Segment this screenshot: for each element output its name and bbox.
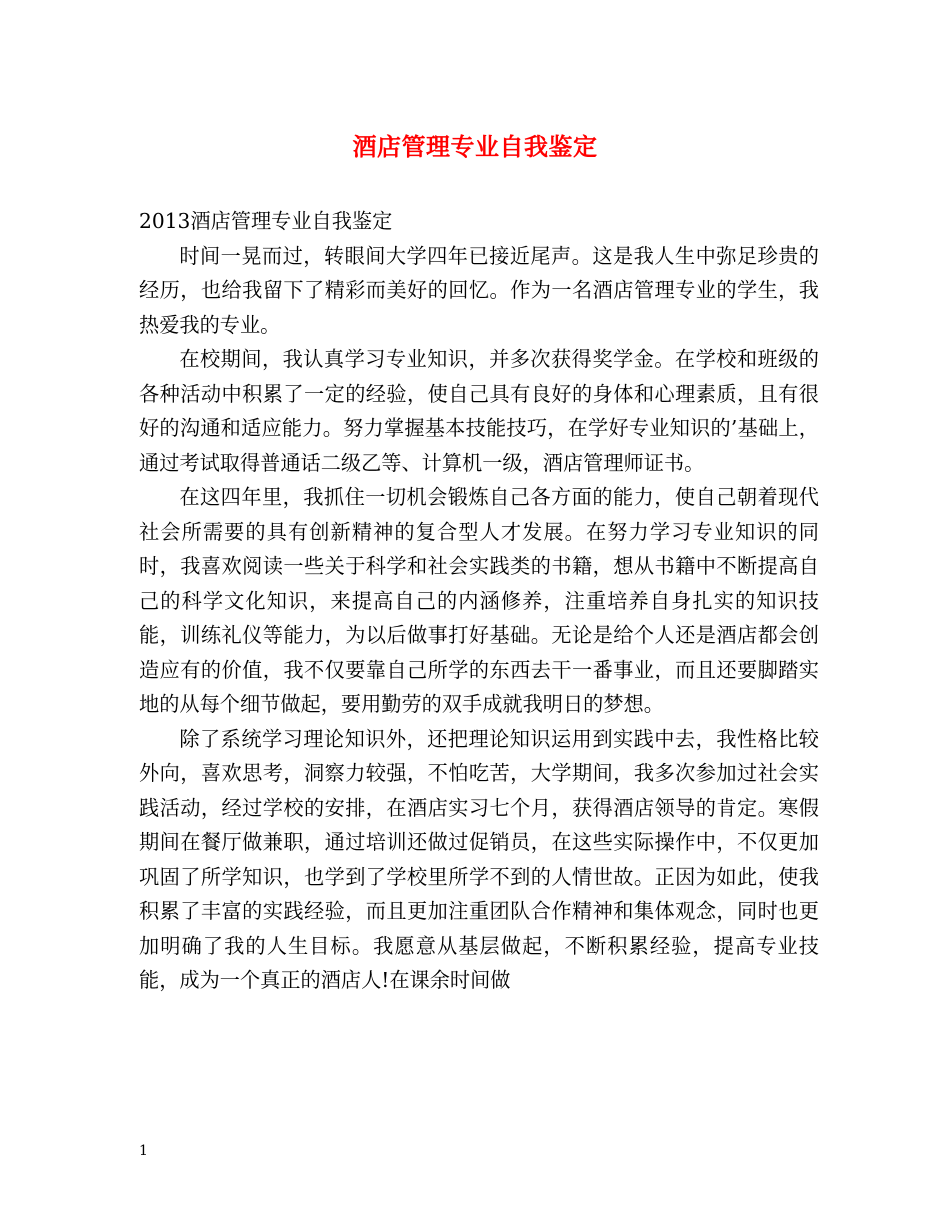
paragraph-4: 除了系统学习理论知识外，还把理论知识运用到实践中去，我性格比较外向，喜欢思考，洞察力较强，不怕吃苦，大学期间，我多次参加过社会实践活动，经过学校的安排，在酒店实习七个月，获得酒店领导的肯定。寒假期间在餐厅做兼职，通过培训还做过促销员，在这些实际操作中，不仅更加巩固了所学知识，也学到了学校里所学不到的人情世故。正因为如此，使我积累了丰富的实践经验，而且更加注重团队合作精神和集体观念，同时也更加明确了我的人生目标。我愿意从基层做起，不断积累经验，提高专业技能，成为一个真正的酒店人!在课余时间做	[139, 726, 819, 992]
paragraph-3: 在这四年里，我抓住一切机会锻炼自己各方面的能力，使自己朝着现代社会所需要的具有创新精神的复合型人才发展。在努力学习专业知识的同时，我喜欢阅读一些关于科学和社会实践类的书籍，想从书籍中不断提高自己的科学文化知识，来提高自己的内涵修养，注重培养自身扎实的知识技能，训练礼仪等能力，为以后做事打好基础。无论是给个人还是酒店都会创造应有的价值，我不仅要靠自己所学的东西去干一番事业，而且还要脚踏实地的从每个细节做起，要用勤劳的双手成就我明日的梦想。	[139, 485, 819, 716]
paragraph-2: 在校期间，我认真学习专业知识，并多次获得奖学金。在学校和班级的各种活动中积累了一定的经验，使自己具有良好的身体和心理素质，且有很好的沟通和适应能力。努力掌握基本技能技巧，在学好专业知识的’基础上，通过考试取得普通话二级乙等、计算机一级，酒店管理师证书。	[139, 347, 819, 475]
paragraph-1: 时间一晃而过，转眼间大学四年已接近尾声。这是我人生中弥足珍贵的经历，也给我留下了精彩而美好的回忆。作为一名酒店管理专业的学生，我热爱我的专业。	[139, 243, 819, 337]
page-number: 1	[139, 1143, 148, 1159]
document-title: 酒店管理专业自我鉴定	[352, 132, 598, 161]
document-body	[139, 204, 819, 998]
document-subtitle: 2013酒店管理专业自我鉴定	[139, 209, 393, 233]
